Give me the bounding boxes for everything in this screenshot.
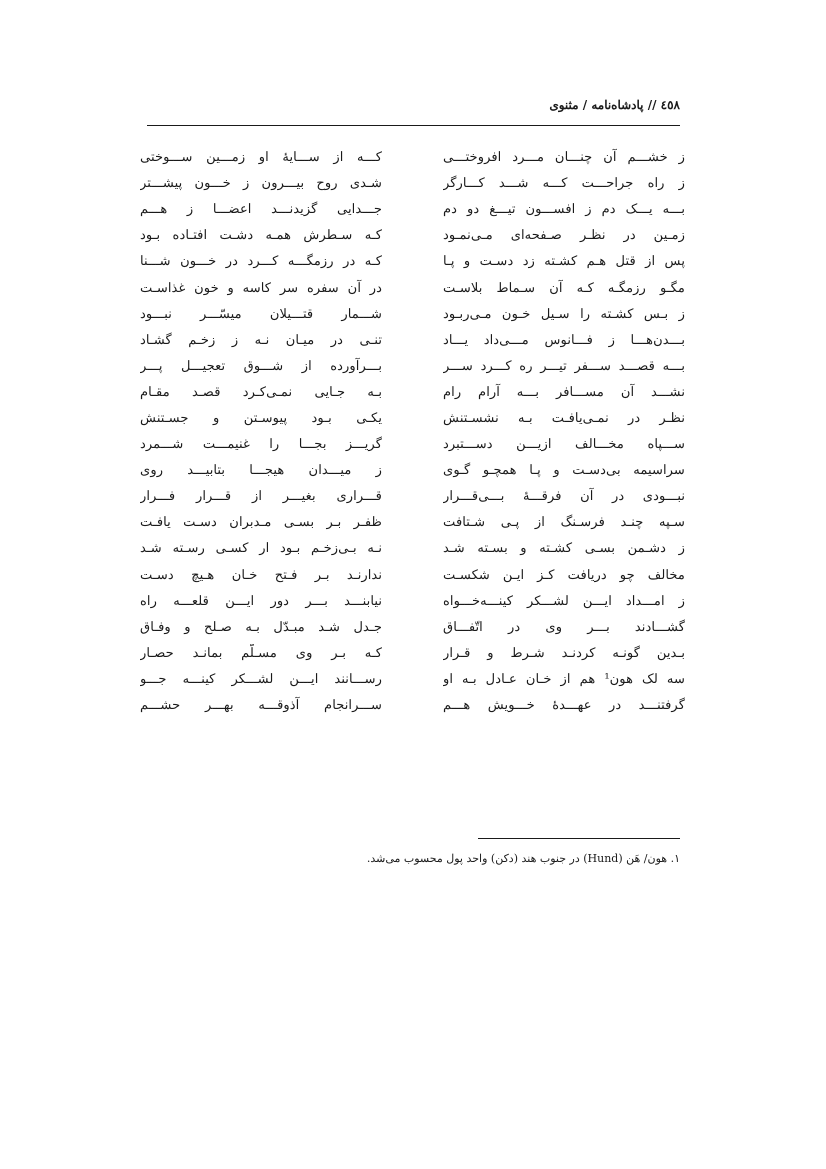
masnavi-poem: [140, 145, 685, 719]
hemistich-first: نبـــودی در آن فرقـــهٔ بـــی‌قـــرار: [443, 489, 685, 505]
hemistich-first: گشـــادند بـــر وی در اتّفـــاق: [443, 619, 685, 635]
hemistich-second: کـه در رزمگـــه کـــرد در خـــون شـــنا: [140, 254, 382, 270]
hemistich-second: قـــراری بغیـــر از قـــرار فـــرار: [140, 489, 382, 505]
hemistich-first: نظـر در نمـی‌یافـت بـه نشسـتنش: [443, 410, 685, 426]
hemistich-first: گرفتنـــد در عهـــدهٔ خـــویش هـــم: [443, 698, 685, 714]
couplet: [140, 432, 685, 458]
hemistich-first: زمـین در نظـر صـفحه‌ای مـی‌نمـود: [443, 228, 685, 244]
footnote: ۱. هون/ هَن (Hund) در جنوب هند (دکن) واحد پول محسوب می‌شد.: [366, 852, 680, 865]
hemistich-second: ســـرانجام آذوقـــه بهـــر حشـــم: [140, 698, 382, 714]
hemistich-first: مخالف چو دریافت کـز ایـن شکسـت: [443, 567, 685, 583]
hemistich-second: ندارنـد بـر فـتح خـان هـیچ دسـت: [140, 567, 382, 583]
hemistich-second: جـدل شـد مبـدّل بـه صـلح و وفـاق: [140, 619, 382, 635]
couplet: [140, 615, 685, 641]
couplet: [140, 484, 685, 510]
couplet: [140, 380, 685, 406]
couplet: [140, 536, 685, 562]
hemistich-second: جـــدایی گزیدنـــد اعضـــا ز هـــم: [140, 202, 382, 218]
hemistich-second: کـه سـطرش همـه دشـت افتـاده بـود: [140, 228, 382, 244]
hemistich-second: گریـــز بجـــا را غنیمـــت شـــمرد: [140, 437, 382, 453]
header-rule: [147, 125, 680, 126]
couplet: [140, 223, 685, 249]
hemistich-first: بـــه قصـــد ســـفر تیـــر ره کـــرد ســـر: [443, 358, 685, 374]
couplet: [140, 667, 685, 693]
hemistich-first: بـــه یـــک دم ز افســـون تیـــغ دو دم: [443, 202, 685, 218]
hemistich-first: مگـو رزمگـه کـه آن سـماط بلاسـت: [443, 280, 685, 296]
couplet: [140, 406, 685, 432]
couplet: [140, 693, 685, 719]
hemistich-second: در آن سفره سر کاسه و خون غذاسـت: [140, 280, 382, 296]
hemistich-first: سـپه چنـد فرسـنگ از پـی شـتافت: [443, 515, 685, 531]
hemistich-first: ز دشـمن بسـی کشـته و بسـته شـد: [443, 541, 685, 557]
couplet: [140, 197, 685, 223]
running-header: ٤٥٨ // پادشاه‌نامه / مثنوی: [549, 98, 680, 112]
hemistich-first: پس از قتل هـم کشـته زد دسـت و پـا: [443, 254, 685, 270]
hemistich-second: کـــه از ســـایهٔ او زمـــین ســـوختی: [140, 150, 382, 166]
hemistich-second: رســـانند ایـــن لشـــکر کینـــه جـــو: [140, 671, 382, 687]
couplet: [140, 171, 685, 197]
hemistich-first: بـــدن‌هـــا ز فـــانوس مـــی‌داد یـــاد: [443, 332, 685, 348]
hemistich-second: ظفـر بـر بسـی مـدبران دسـت یافـت: [140, 515, 382, 531]
couplet: [140, 275, 685, 301]
hemistich-first: ز بـس کشـته را سـیل خـون مـی‌ربـود: [443, 306, 685, 322]
hemistich-first: نشـــد آن مســـافر بـــه آرام رام: [443, 384, 685, 400]
hemistich-first: ز خشـــم آن چنـــان مـــرد افروختـــی: [443, 150, 685, 166]
hemistich-second: ز میـــدان هیجـــا بتابیـــد روی: [140, 463, 382, 479]
footnote-rule: [478, 838, 680, 839]
hemistich-second: کـه بـر وی مسـلّم بمانـد حصـار: [140, 645, 382, 661]
couplet: [140, 458, 685, 484]
hemistich-second: یکـی بـود پیوسـتن و جسـتنش: [140, 410, 382, 426]
hemistich-first: ز امـــداد ایـــن لشـــکر کینـــه‌خـــواه: [443, 593, 685, 609]
hemistich-first: سه لک هون¹ هم از خـان عـادل بـه او: [443, 671, 685, 687]
hemistich-first: سراسیمه بی‌دسـت و پـا همچـو گـوی: [443, 463, 685, 479]
hemistich-second: تنـی در میـان نـه ز زخـم گشـاد: [140, 332, 382, 348]
couplet: [140, 354, 685, 380]
couplet: [140, 328, 685, 354]
couplet: [140, 589, 685, 615]
couplet: [140, 302, 685, 328]
hemistich-second: شـدی روح بیـــرون ز خـــون پیشـــتر: [140, 176, 382, 192]
hemistich-second: نـه بـی‌زخـم بـود ار کسـی رسـته شـد: [140, 541, 382, 557]
hemistich-first: ســـپاه مخـــالف ازیـــن دســـتبرد: [443, 437, 685, 453]
couplet: [140, 145, 685, 171]
couplet: [140, 510, 685, 536]
hemistich-second: نیابنـــد بـــر دور ایـــن قلعـــه راه: [140, 593, 382, 609]
couplet: [140, 641, 685, 667]
hemistich-first: بـدین گونـه کردنـد شـرط و قـرار: [443, 645, 685, 661]
hemistich-second: بـه جـایی نمـی‌کـرد قصـد مقـام: [140, 384, 382, 400]
couplet: [140, 249, 685, 275]
couplet: [140, 563, 685, 589]
hemistich-second: شـــمار قتـــیلان میسّـــر نبـــود: [140, 306, 382, 322]
hemistich-first: ز راه جراحـــت کـــه شـــد کـــارگر: [443, 176, 685, 192]
hemistich-second: بـــرآورده از شـــوق تعجیـــل پـــر: [140, 358, 382, 374]
